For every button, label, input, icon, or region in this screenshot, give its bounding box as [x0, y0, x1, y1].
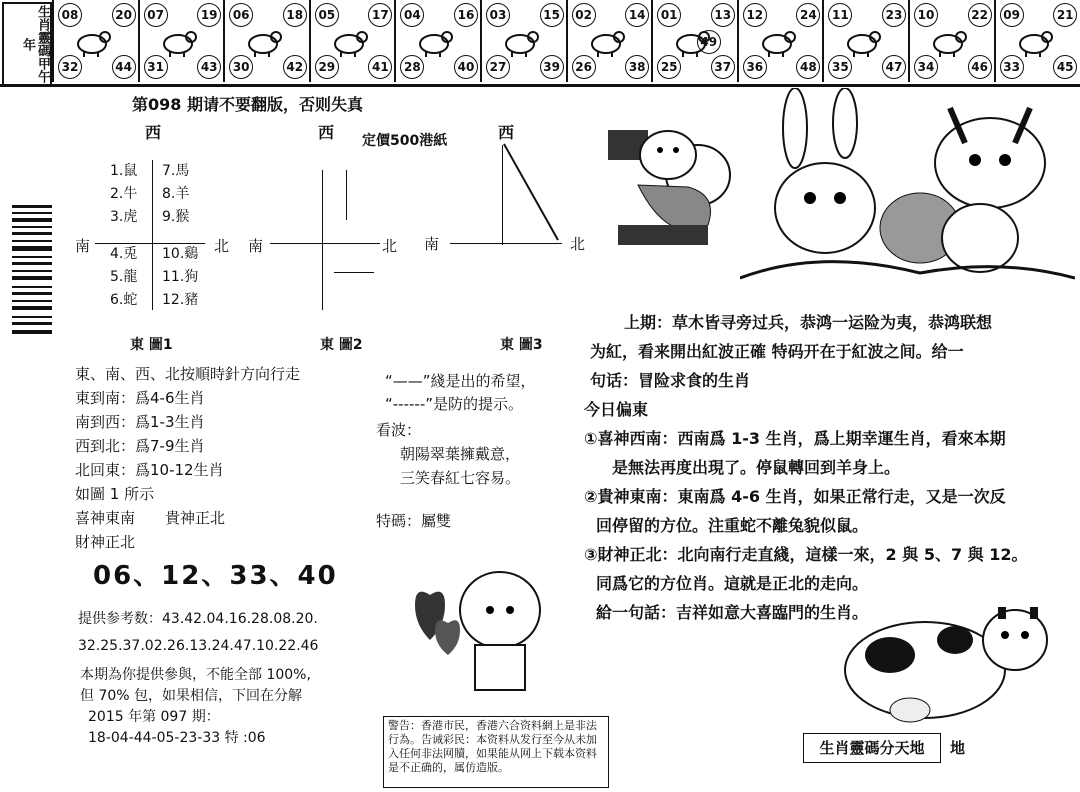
zodiac-number: 17	[368, 3, 392, 27]
note-line-1: 本期為你提供參與，不能全部 100%,	[80, 667, 311, 683]
zodiac-number: 34	[914, 55, 938, 79]
zodiac-number: 48	[796, 55, 820, 79]
note-block	[80, 665, 311, 749]
reference-numbers	[78, 606, 318, 660]
zodiac-cell	[309, 0, 397, 82]
direction-rules	[75, 362, 300, 554]
para-11: 給一句話：吉祥如意大喜臨門的生肖。	[596, 603, 869, 622]
rule-line: 西到北：爲7-9生肖	[75, 437, 205, 455]
zodiac-number: 14	[625, 3, 649, 27]
zodiac-number: 09	[1000, 3, 1024, 27]
issue-title: 第098 期请不要翻版，否则失真	[132, 95, 363, 114]
note-line-2: 但 70% 包，如果相信，下回在分解	[80, 688, 303, 704]
rule-line: 東到南：爲4-6生肖	[75, 389, 205, 407]
poem-line-1: 朝陽翠葉擁戴意，	[400, 445, 521, 463]
fig2-short-line	[334, 272, 374, 273]
zodiac-number: 44	[112, 55, 136, 79]
look-label: 看波：	[376, 421, 422, 439]
fig3-horizontal-axis	[450, 243, 562, 244]
zodiac-number: 35	[828, 55, 852, 79]
ref-line-1: 提供参考数：43.42.04.16.28.08.20.	[78, 611, 318, 627]
fig2-north: 北	[382, 237, 398, 255]
prev-issue-result: 18-04-44-05-23-33 特 :06	[88, 730, 266, 746]
rule-line: 北回東：爲10-12生肖	[75, 461, 224, 479]
monkey-icon	[757, 24, 797, 58]
bottom-tail: 地	[950, 739, 966, 757]
zodiac-number: 28	[400, 55, 424, 79]
publication-logo: 生肖靈碼甲午年	[2, 2, 52, 86]
fig1-south: 南	[75, 237, 91, 255]
fig3-diagonal	[500, 140, 570, 250]
zodiac-number: 45	[1053, 55, 1077, 79]
zodiac-number: 33	[1000, 55, 1024, 79]
zodiac-cell	[994, 0, 1080, 82]
fig3-west: 西	[498, 123, 515, 142]
tiger-icon	[243, 24, 283, 58]
zodiac-number: 31	[144, 55, 168, 79]
legal-warning-box: 警告：香港市民，香港六合资料網上是非法行為。告诫彩民：本资料从发行至今从未加入任何非法网贖，如果能从网上下载本资料是不正确的，属仿造版。	[383, 716, 609, 788]
zodiac-number: 46	[968, 55, 992, 79]
rat-icon	[72, 24, 112, 58]
rooster-icon	[842, 24, 882, 58]
snake-icon	[500, 24, 540, 58]
zodiac-number: 16	[454, 3, 478, 27]
rules-figure: 如圖 1 所示	[75, 485, 155, 503]
zodiac-cell	[52, 0, 140, 82]
zodiac-number: 22	[968, 3, 992, 27]
zodiac-cell	[480, 0, 568, 82]
fig2-horizontal-axis	[270, 243, 380, 244]
zodiac-number: 47	[882, 55, 906, 79]
sheep-hearts-cartoon-icon	[405, 555, 555, 705]
zodiac-number: 12	[743, 3, 767, 27]
zodiac-number-strip	[0, 0, 1080, 87]
zodiac-number: 06	[229, 3, 253, 27]
main-numbers: 06、12、33、40	[93, 561, 338, 591]
zodiac-number: 27	[486, 55, 510, 79]
dragon-icon	[414, 24, 454, 58]
zodiac-number: 10	[914, 3, 938, 27]
zodiac-number: 37	[711, 55, 735, 79]
zodiac-cell	[566, 0, 654, 82]
zodiac-cell	[138, 0, 226, 82]
ox-icon	[158, 24, 198, 58]
para-6: 是無法再度出現了。停鼠轉回到羊身上。	[612, 458, 901, 477]
rabbit-icon	[329, 24, 369, 58]
zodiac-cell	[822, 0, 910, 82]
poem-line-2: 三笑春紅七容易。	[400, 469, 521, 487]
zodiac-number: 42	[283, 55, 307, 79]
fig2-west: 西	[318, 123, 335, 142]
para-10: 同爲它的方位肖。這就是正北的走向。	[596, 574, 869, 593]
horse-icon	[586, 24, 626, 58]
fig1-north: 北	[214, 237, 230, 255]
fig2-south: 南	[248, 237, 264, 255]
zodiac-number: 29	[315, 55, 339, 79]
fig3-north: 北	[570, 235, 586, 253]
zodiac-number: 03	[486, 3, 510, 27]
rules-gods-1: 喜神東南 貴神正北	[75, 509, 226, 527]
zodiac-number: 04	[400, 3, 424, 27]
rules-gods-2: 財神正北	[75, 533, 136, 551]
zodiac-number: 20	[112, 3, 136, 27]
fig1-list-right: 7.馬 8.羊 9.猴 10.鷄 11.狗 12.豬	[162, 163, 199, 308]
zodiac-number: 38	[625, 55, 649, 79]
zodiac-number: 40	[454, 55, 478, 79]
fig1-list-left: 1.鼠 2.牛 3.虎 4.兎 5.龍 6.蛇	[110, 163, 138, 308]
wave-poem	[376, 418, 520, 490]
goat-icon	[671, 24, 711, 58]
zodiac-number: 19	[197, 3, 221, 27]
zodiac-number: 49	[697, 30, 721, 54]
fig2-left-line	[322, 170, 323, 310]
prev-issue-label: 2015 年第 097 期：	[88, 709, 220, 725]
bottom-slogan: 生肖靈碼分天地	[803, 733, 941, 763]
fig1-west: 西	[145, 123, 162, 142]
ref-line-2: 32.25.37.02.26.13.24.47.10.22.46	[78, 638, 319, 654]
special-code: 特碼：屬雙	[376, 512, 452, 530]
para-3: 句话：冒险求食的生肖	[590, 371, 751, 390]
zodiac-number: 18	[283, 3, 307, 27]
analysis-text	[584, 308, 1078, 627]
zodiac-number: 23	[882, 3, 906, 27]
fig1-caption: 東 圖1	[130, 337, 173, 353]
para-5: ①喜神西南：西南爲 1-3 生肖，爲上期幸運生肖，看來本期	[584, 429, 1006, 448]
zodiac-number: 32	[58, 55, 82, 79]
zodiac-number: 24	[796, 3, 820, 27]
zodiac-number: 36	[743, 55, 767, 79]
legend-solid: “——”綫是出的希望，	[385, 372, 536, 390]
pig-icon	[1014, 24, 1054, 58]
dog-icon	[928, 24, 968, 58]
zodiac-number: 39	[540, 55, 564, 79]
para-9: ③財神正北：北向南行走直綫，這樣一來，2 與 5、7 與 12。	[584, 545, 1028, 564]
para-7: ②貴神東南：東南爲 4-6 生肖，如果正常行走，又是一次反	[584, 487, 1006, 506]
rules-intro: 東、南、西、北按順時針方向行走	[75, 365, 301, 383]
zodiac-cell	[651, 0, 739, 82]
fig3-caption: 東 圖3	[500, 337, 543, 353]
zodiac-number: 11	[828, 3, 852, 27]
para-1: 上期：草木皆寻旁过兵，恭鸿一运险为夷，恭鸿联想	[624, 313, 993, 332]
zodiac-number: 41	[368, 55, 392, 79]
fig2-right-line	[346, 170, 347, 220]
zodiac-number: 21	[1053, 3, 1077, 27]
zodiac-cell	[394, 0, 482, 82]
zodiac-number: 43	[197, 55, 221, 79]
zodiac-number: 02	[572, 3, 596, 27]
rule-line: 南到西：爲1-3生肖	[75, 413, 205, 431]
cow-camera-cartoon-icon	[598, 95, 738, 255]
fig1-vertical-axis	[152, 160, 153, 310]
legend-dash: “------”是防的提示。	[385, 395, 524, 413]
zodiac-cell	[737, 0, 825, 82]
para-2: 为紅，看来開出紅波正確 特码开在于紅波之间。给一	[590, 342, 964, 361]
line-legend	[385, 370, 536, 416]
rabbit-deer-monkey-cartoon-icon	[740, 88, 1075, 283]
zodiac-number: 08	[58, 3, 82, 27]
fig3-south: 南	[424, 235, 440, 253]
zodiac-number: 30	[229, 55, 253, 79]
zodiac-cell	[908, 0, 996, 82]
zodiac-number: 15	[540, 3, 564, 27]
zodiac-number: 25	[657, 55, 681, 79]
zodiac-number: 13	[711, 3, 735, 27]
zodiac-number: 26	[572, 55, 596, 79]
para-4: 今日偏東	[584, 400, 649, 419]
zodiac-cell	[223, 0, 311, 82]
barcode-icon	[10, 200, 58, 340]
zodiac-number: 01	[657, 3, 681, 27]
zodiac-number: 05	[315, 3, 339, 27]
zodiac-number: 07	[144, 3, 168, 27]
price-label: 定價500港紙	[362, 133, 448, 149]
para-8: 回停留的方位。注重蛇不離兔貌似鼠。	[596, 516, 869, 535]
fig2-caption: 東 圖2	[320, 337, 363, 353]
